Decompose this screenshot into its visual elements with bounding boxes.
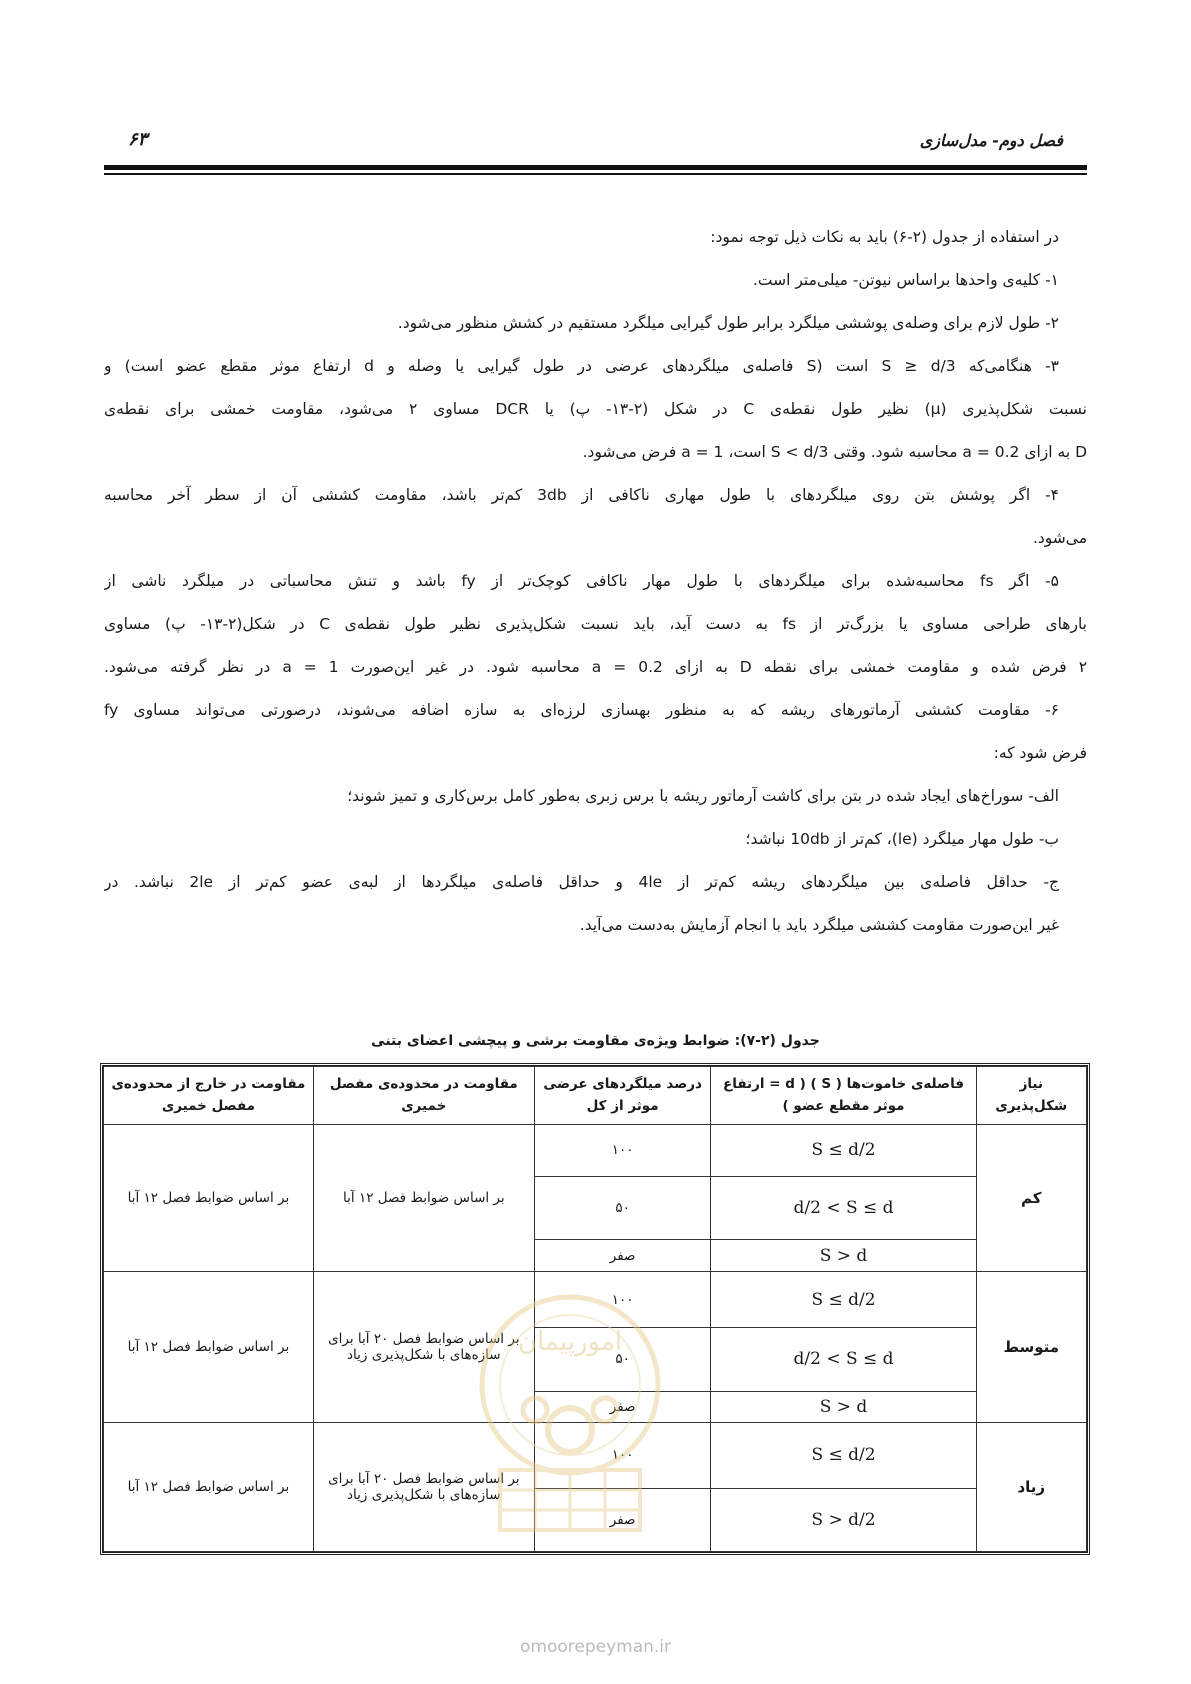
spacing-cell [711,1125,976,1177]
spacing-cell [711,1423,976,1489]
ductility-level: کم [976,1125,1086,1272]
ductility-level: متوسط [976,1271,1086,1422]
inside-hinge-cell: بر اساس ضوابط فصل ۱۲ آبا [313,1125,534,1272]
watermark-text: امورپیمان [517,1327,623,1357]
paragraph-line: ۳- هنگامی‌که S ≥ d/3 است (S فاصله‌ی میلگردهای عرضی در طول گیرایی یا وصله و d ارتفاع موثر مقطع عضو است) و [104,357,1059,375]
spacing-formula: S > d/2 [811,1509,876,1530]
spacing-formula: d/2 < S ≤ d [793,1349,894,1370]
percent-cell: ۱۰۰ [534,1271,711,1327]
paragraph-line: ۵- اگر fs محاسبه‌شده برای میلگردهای با طول مهار ناکافی کوچک‌تر از fy باشد و تنش محاسباتی در میلگرد ناشی از [104,572,1059,590]
header-spacing: فاصله‌ی خاموت‌ها ( S ) ( d = ارتفاع موثر مقطع عضو ) [711,1067,976,1125]
ductility-level: زیاد [976,1423,1086,1552]
header-ductility: نیاز شکل‌پذیری [976,1067,1086,1125]
percent-cell: ۱۰۰ [534,1423,711,1489]
paragraph-line: ۲ فرض شده و مقاومت خمشی برای نقطه D به ازای a = 0.2 محاسبه شود. در غیر این‌صورت a = 1 در نظر گرفته می‌شود. [104,658,1087,676]
spacing-formula: S ≤ d/2 [811,1289,876,1310]
spacing-formula: S > d [819,1396,868,1417]
chapter-title: فصل دوم- مدل‌سازی [919,131,1063,150]
spacing-cell [711,1488,976,1551]
header-inside-hinge: مقاومت در محدوده‌ی مفصل خمیری [313,1067,534,1125]
header-outside-hinge: مقاومت در خارج از محدوده‌ی مفصل خمیری [104,1067,314,1125]
percent-cell: صفر [534,1240,711,1272]
page-number: ۶۳ [128,129,148,150]
percent-cell: صفر [534,1391,711,1423]
paragraph-line: الف- سوراخ‌های ایجاد شده در بتن برای کاشت آرماتور ریشه با برس زبری به‌طور کامل برس‌کاری و تمیز شوند؛ [347,787,1059,805]
spacing-formula: S ≤ d/2 [811,1445,876,1466]
paragraph-line: نسبت شکل‌پذیری (μ) نظیر طول نقطه‌ی C در شکل (۲-۱۳- پ) یا DCR مساوی ۲ می‌شود، مقاومت خمشی برای نقطه‌ی [104,400,1087,418]
spacing-cell [711,1328,976,1391]
spacing-cell [711,1176,976,1239]
table-caption: جدول (۲-۷): ضوابط ویژه‌ی مقاومت برشی و پیچشی اعضای بتنی [371,1033,820,1049]
paragraph-line: ج- حداقل فاصله‌ی بین میلگردهای ریشه کم‌تر از 4le و حداقل فاصله‌ی میلگردها از لبه‌ی عضو کم‌تر از 2le نباشد. در [104,873,1059,891]
outside-hinge-cell: بر اساس ضوابط فصل ۱۲ آبا [104,1125,314,1272]
percent-cell: ۵۰ [534,1176,711,1239]
watermark-site: omoorepeyman.ir [519,1637,672,1657]
spacing-cell [711,1240,976,1272]
inside-hinge-cell: بر اساس ضوابط فصل ۲۰ آبا برای سازه‌های با شکل‌پذیری زیاد [313,1423,534,1552]
percent-cell: صفر [534,1488,711,1551]
header-rule-thin [104,173,1087,175]
paragraph-line: در استفاده از جدول (۲-۶) باید به نکات ذیل توجه نمود: [710,228,1059,246]
percent-cell: ۱۰۰ [534,1125,711,1177]
paragraph-line: ب- طول مهار میلگرد (le)، کم‌تر از 10db نباشد؛ [745,830,1059,848]
paragraph-line: بارهای طراحی مساوی یا بزرگ‌تر از fs به دست آید، باید نسبت شکل‌پذیری نظیر طول نقطه‌ی C در شکل(۲-۱۳- پ) مساوی [104,615,1087,633]
inside-hinge-cell: بر اساس ضوابط فصل ۲۰ آبا برای سازه‌های با شکل‌پذیری زیاد [313,1271,534,1422]
paragraph-line: ۱- کلیه‌ی واحدها براساس نیوتن- میلی‌متر است. [752,271,1059,289]
paragraph-line: فرض شود که: [993,744,1087,762]
paragraph-line: ۴- اگر پوشش بتن روی میلگردهای با طول مهاری ناکافی از 3db کم‌تر باشد، مقاومت کششی آن از سطر آخر محاسبه [104,486,1059,504]
percent-cell: ۵۰ [534,1328,711,1391]
outside-hinge-cell: بر اساس ضوابط فصل ۱۲ آبا [104,1271,314,1422]
paragraph-line: غیر این‌صورت مقاومت کششی میلگرد باید با انجام آزمایش به‌دست می‌آید. [579,916,1059,934]
spacing-formula: S > d [819,1245,868,1266]
header-rule-thick [104,165,1087,170]
paragraph-line: D به ازای a = 0.2 محاسبه شود. وقتی S < d/3 است، a = 1 فرض می‌شود. [582,443,1087,461]
spacing-cell [711,1271,976,1327]
spacing-cell [711,1391,976,1423]
body-text [104,216,1087,947]
outside-hinge-cell: بر اساس ضوابط فصل ۱۲ آبا [104,1423,314,1552]
paragraph-line: می‌شود. [1032,529,1087,547]
watermark-logo [465,1290,675,1550]
spacing-formula: S ≤ d/2 [811,1140,876,1161]
paragraph-line: ۶- مقاومت کششی آرماتورهای ریشه که به منظور بهسازی لرزه‌ای به سازه اضافه می‌شوند، درصورتی می‌تواند مساوی fy [104,701,1059,719]
header-percent: درصد میلگردهای عرضی موثر از کل [534,1067,711,1125]
spacing-formula: d/2 < S ≤ d [793,1198,894,1219]
paragraph-line: ۲- طول لازم برای وصله‌ی پوششی میلگرد برابر طول گیرایی میلگرد مستقیم در کشش منظور می‌شود. [397,314,1059,332]
